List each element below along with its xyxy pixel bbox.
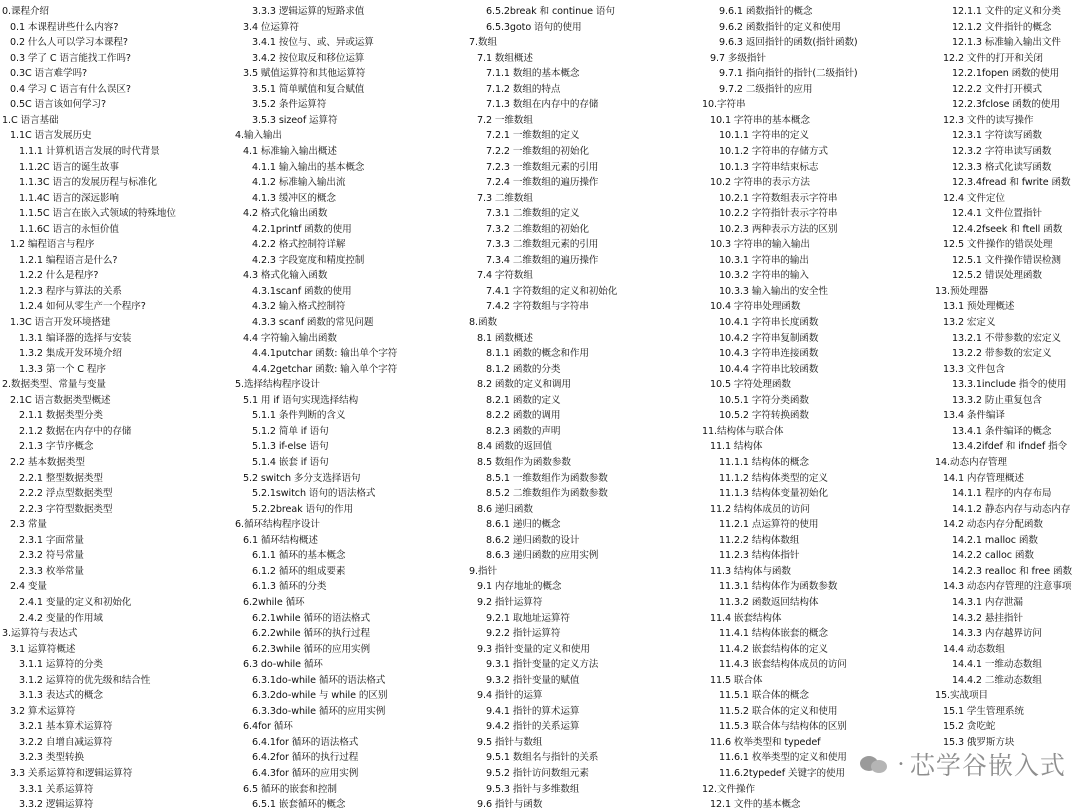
toc-subsection: 14.2.1 malloc 函数 [952, 534, 1038, 546]
toc-subsection: 5.2.2break 语句的作用 [252, 503, 353, 515]
toc-subsection: 12.5.2 错误处理函数 [952, 270, 1042, 282]
toc-subsection: 4.1.1 输入输出的基本概念 [252, 161, 365, 173]
toc-subsection: 10.3.1 字符串的输出 [719, 254, 809, 266]
toc-subsection: 5.1.1 条件判断的含义 [252, 410, 346, 422]
toc-section: 0.1 本课程讲些什么内容? [10, 21, 119, 33]
toc-section: 10.1 字符串的基本概念 [710, 114, 810, 126]
toc-subsection: 5.1.2 简单 if 语句 [252, 425, 329, 437]
toc-chapter: 7.数组 [469, 37, 497, 49]
toc-subsection: 9.3.2 指针变量的赋值 [486, 674, 580, 686]
toc-section: 12.3 文件的读写操作 [943, 114, 1034, 126]
toc-subsection: 12.1.3 标准输入输出文件 [952, 37, 1061, 49]
toc-column-3 [467, 0, 707, 811]
toc-section: 0.3C 语言难学吗? [10, 68, 87, 80]
toc-subsection: 6.1.2 循环的组成要素 [252, 565, 346, 577]
toc-subsection: 2.3.1 字面常量 [19, 534, 84, 546]
toc-subsection: 4.2.3 字段宽度和精度控制 [252, 254, 365, 266]
toc-section: 4.1 标准输入输出概述 [243, 146, 337, 157]
toc-chapter: 12.文件操作 [702, 783, 755, 795]
toc-subsection: 10.4.4 字符串比较函数 [719, 363, 819, 375]
toc-subsection: 6.5.3goto 语句的使用 [486, 21, 582, 33]
toc-section: 4.4 字符输入输出函数 [243, 332, 337, 344]
toc-subsection: 11.4.3 嵌套结构体成员的访问 [719, 659, 847, 671]
toc-chapter: 1.C 语言基础 [2, 114, 59, 126]
toc-subsection: 3.1.1 运算符的分类 [19, 659, 103, 671]
toc-section: 12.5 文件操作的错误处理 [943, 239, 1053, 251]
toc-subsection: 5.1.3 if-else 语句 [252, 441, 329, 453]
toc-subsection: 10.2.3 两种表示方法的区别 [719, 223, 838, 235]
toc-subsection: 9.3.1 指针变量的定义方法 [486, 659, 599, 671]
toc-subsection: 10.4.2 字符串复制函数 [719, 332, 819, 344]
toc-subsection: 1.3.2 集成开发环境介绍 [19, 348, 122, 360]
toc-section: 11.6 枚举类型和 typedef [710, 736, 821, 748]
toc-subsection: 9.7.2 二级指针的应用 [719, 83, 813, 95]
toc-subsection: 11.1.3 结构体变量初始化 [719, 488, 828, 500]
toc-subsection: 11.5.3 联合体与结构体的区别 [719, 721, 847, 733]
toc-subsection: 6.3.3do-while 循环的应用实例 [252, 705, 386, 717]
toc-subsection: 1.3.3 第一个 C 程序 [19, 363, 106, 375]
toc-subsection: 11.3.1 结构体作为函数参数 [719, 581, 838, 593]
toc-subsection: 10.3.3 输入输出的安全性 [719, 285, 828, 297]
toc-subsection: 9.4.2 指针的关系运算 [486, 721, 580, 733]
toc-subsection: 6.4.2for 循环的执行过程 [252, 752, 359, 764]
toc-subsection: 7.3.2 二维数组的初始化 [486, 223, 589, 235]
toc-chapter: 8.函数 [469, 317, 497, 328]
toc-subsection: 3.2.1 基本算术运算符 [19, 721, 113, 733]
toc-subsection: 10.1.3 字符串结束标志 [719, 161, 819, 173]
toc-subsection: 6.2.1while 循环的语法格式 [252, 612, 370, 624]
toc-subsection: 12.4.1 文件位置指针 [952, 208, 1042, 220]
toc-subsection: 11.6.1 枚举类型的定义和使用 [719, 752, 847, 764]
toc-subsection: 12.2.1fopen 函数的使用 [952, 68, 1060, 80]
toc-subsection: 7.1.1 数组的基本概念 [486, 68, 580, 80]
toc-subsection: 3.1.2 运算符的优先级和结合性 [19, 674, 151, 686]
toc-subsection: 6.2.2while 循环的执行过程 [252, 628, 370, 639]
toc-section: 9.6 指针与函数 [477, 799, 543, 811]
toc-subsection: 9.6.2 函数指针的定义和使用 [719, 21, 841, 33]
toc-subsection: 9.4.1 指针的算术运算 [486, 705, 580, 717]
toc-subsection: 14.1.2 静态内存与动态内存 [952, 503, 1071, 515]
toc-subsection: 2.3.3 枚举常量 [19, 565, 84, 577]
toc-subsection: 8.6.3 递归函数的应用实例 [486, 550, 599, 562]
toc-chapter: 9.指针 [469, 565, 497, 577]
toc-section: 14.1 内存管理概述 [943, 472, 1024, 484]
toc-subsection: 9.6.1 函数指针的概念 [719, 6, 813, 17]
toc-subsection: 7.2.2 一维数组的初始化 [486, 146, 589, 157]
toc-subsection: 7.4.1 字符数组的定义和初始化 [486, 285, 618, 297]
toc-subsection: 1.3.1 编译器的选择与安装 [19, 332, 132, 344]
toc-subsection: 9.5.3 指针与多维数组 [486, 783, 580, 795]
toc-section: 11.2 结构体成员的访问 [710, 503, 810, 515]
toc-subsection: 2.3.2 符号常量 [19, 550, 84, 562]
toc-subsection: 1.1.6C 语言的永恒价值 [19, 223, 119, 235]
toc-subsection: 6.5.2break 和 continue 语句 [486, 6, 615, 17]
toc-subsection: 6.1.1 循环的基本概念 [252, 550, 346, 562]
toc-subsection: 10.4.3 字符串连接函数 [719, 348, 819, 360]
toc-section: 11.1 结构体 [710, 441, 763, 453]
toc-subsection: 13.4.1 条件编译的概念 [952, 425, 1052, 437]
toc-subsection: 6.1.3 循环的分类 [252, 581, 327, 593]
toc-subsection: 11.3.2 函数返回结构体 [719, 596, 819, 608]
toc-subsection: 6.3.1do-while 循环的语法格式 [252, 674, 386, 686]
toc-section: 2.2 基本数据类型 [10, 457, 85, 468]
toc-subsection: 9.5.1 数组名与指针的关系 [486, 752, 599, 764]
toc-subsection: 10.1.1 字符串的定义 [719, 130, 809, 142]
toc-subsection: 6.5.1 嵌套循环的概念 [252, 799, 346, 811]
toc-section: 9.7 多级指针 [710, 52, 766, 64]
toc-subsection: 4.2.1printf 函数的使用 [252, 223, 352, 235]
toc-subsection: 8.6.1 递归的概念 [486, 519, 561, 531]
toc-subsection: 3.5.2 条件运算符 [252, 99, 327, 111]
toc-chapter: 15.实战项目 [935, 690, 988, 702]
toc-subsection: 12.4.2fseek 和 ftell 函数 [952, 223, 1063, 235]
toc-section: 8.6 递归函数 [477, 503, 533, 515]
toc-column-1 [0, 0, 240, 811]
toc-section: 7.3 二维数组 [477, 192, 533, 204]
toc-subsection: 11.4.1 结构体嵌套的概念 [719, 628, 828, 639]
toc-subsection: 4.4.1putchar 函数: 输出单个字符 [252, 348, 398, 360]
toc-subsection: 12.2.2 文件打开模式 [952, 83, 1042, 95]
toc-subsection: 10.3.2 字符串的输入 [719, 270, 809, 282]
toc-section: 11.5 联合体 [710, 674, 763, 686]
watermark-text: 芯学谷嵌入式 [909, 751, 1066, 780]
toc-subsection: 3.5.3 sizeof 运算符 [252, 114, 338, 126]
toc-subsection: 3.5.1 简单赋值和复合赋值 [252, 83, 365, 95]
toc-section: 10.5 字符处理函数 [710, 379, 791, 391]
toc-section: 9.3 指针变量的定义和使用 [477, 643, 590, 655]
toc-subsection: 11.5.1 联合体的概念 [719, 690, 809, 702]
toc-subsection: 10.5.1 字符分类函数 [719, 394, 809, 406]
toc-section: 8.1 函数概述 [477, 332, 533, 344]
toc-section: 9.4 指针的运算 [477, 690, 543, 702]
toc-chapter: 6.循环结构程序设计 [235, 519, 320, 531]
toc-subsection: 3.3.3 逻辑运算的短路求值 [252, 6, 365, 17]
toc-subsection: 7.2.3 一维数组元素的引用 [486, 161, 599, 173]
toc-subsection: 13.3.2 防止重复包含 [952, 394, 1042, 406]
toc-section: 9.5 指针与数组 [477, 736, 543, 748]
toc-section: 8.4 函数的返回值 [477, 441, 552, 453]
toc-subsection: 4.1.3 缓冲区的概念 [252, 192, 336, 204]
toc-section: 10.3 字符串的输入输出 [710, 239, 810, 251]
toc-section: 4.2 格式化输出函数 [243, 208, 328, 220]
toc-subsection: 4.2.2 格式控制符详解 [252, 239, 346, 251]
toc-chapter: 11.结构体与联合体 [702, 425, 784, 437]
toc-subsection: 11.2.3 结构体指针 [719, 550, 800, 562]
toc-subsection: 13.3.1include 指令的使用 [952, 379, 1067, 391]
toc-subsection: 10.1.2 字符串的存储方式 [719, 146, 828, 157]
toc-section: 9.2 指针运算符 [477, 596, 543, 608]
toc-column-4 [700, 0, 940, 811]
toc-section: 13.1 预处理概述 [943, 301, 1015, 313]
toc-section: 12.2 文件的打开和关闭 [943, 52, 1043, 64]
toc-section: 5.1 用 if 语句实现选择结构 [243, 394, 359, 406]
toc-subsection: 7.1.2 数组的特点 [486, 83, 561, 95]
toc-section: 13.3 文件包含 [943, 363, 1005, 375]
toc-section: 7.2 一维数组 [477, 114, 533, 126]
toc-subsection: 7.3.3 二维数组元素的引用 [486, 239, 599, 251]
toc-subsection: 2.4.1 变量的定义和初始化 [19, 596, 132, 608]
toc-section: 6.1 循环结构概述 [243, 534, 318, 546]
toc-subsection: 4.3.1scanf 函数的使用 [252, 285, 352, 297]
toc-subsection: 10.5.2 字符转换函数 [719, 410, 809, 422]
toc-subsection: 11.5.2 联合体的定义和使用 [719, 705, 838, 717]
toc-subsection: 1.1.1 计算机语言发展的时代背景 [19, 146, 160, 157]
toc-subsection: 14.1.1 程序的内存布局 [952, 488, 1052, 500]
toc-subsection: 6.2.3while 循环的应用实例 [252, 643, 370, 655]
toc-chapter: 10.字符串 [702, 99, 746, 111]
toc-subsection: 14.4.2 二维动态数组 [952, 674, 1042, 686]
toc-subsection: 2.2.1 整型数据类型 [19, 472, 103, 484]
toc-subsection: 5.2.1switch 语句的语法格式 [252, 488, 376, 500]
toc-section: 3.4 位运算符 [243, 21, 299, 33]
toc-subsection: 1.1.5C 语言在嵌入式领域的特殊地位 [19, 208, 176, 220]
toc-subsection: 11.6.2typedef 关键字的使用 [719, 768, 845, 779]
toc-subsection: 8.2.2 函数的调用 [486, 410, 561, 422]
toc-column-2 [233, 0, 473, 811]
toc-subsection: 13.4.2ifdef 和 ifndef 指令 [952, 441, 1068, 453]
toc-section: 6.5 循环的嵌套和控制 [243, 783, 337, 795]
toc-section: 12.1 文件的基本概念 [710, 799, 801, 811]
toc-section: 0.5C 语言该如何学习? [10, 99, 106, 111]
toc-section: 14.3 动态内存管理的注意事项 [943, 581, 1072, 593]
toc-subsection: 3.1.3 表达式的概念 [19, 690, 103, 702]
toc-section: 14.2 动态内存分配函数 [943, 519, 1043, 531]
toc-subsection: 7.2.1 一维数组的定义 [486, 130, 580, 142]
toc-subsection: 12.3.1 字符读写函数 [952, 130, 1042, 142]
toc-subsection: 1.2.2 什么是程序? [19, 270, 99, 282]
toc-subsection: 8.5.2 二维数组作为函数参数 [486, 488, 608, 500]
toc-subsection: 1.1.2C 语言的诞生故事 [19, 161, 119, 173]
toc-section: 15.1 学生管理系统 [943, 705, 1024, 717]
toc-section: 1.3C 语言开发环境搭建 [10, 317, 111, 328]
toc-subsection: 3.4.1 按位与、或、异或运算 [252, 37, 374, 49]
toc-subsection: 7.3.1 二维数组的定义 [486, 208, 580, 220]
toc-section: 13.2 宏定义 [943, 317, 996, 328]
toc-subsection: 13.2.2 带参数的宏定义 [952, 348, 1052, 360]
toc-section: 6.4for 循环 [243, 721, 293, 733]
toc-section: 2.1C 语言数据类型概述 [10, 394, 111, 406]
toc-subsection: 12.3.4fread 和 fwrite 函数 [952, 177, 1071, 189]
toc-section: 6.3 do-while 循环 [243, 659, 323, 671]
toc-subsection: 8.2.3 函数的声明 [486, 425, 561, 437]
toc-subsection: 1.1.3C 语言的发展历程与标准化 [19, 177, 157, 189]
toc-section: 3.2 算术运算符 [10, 705, 76, 717]
toc-subsection: 7.3.4 二维数组的遍历操作 [486, 254, 599, 266]
toc-subsection: 1.2.3 程序与算法的关系 [19, 285, 122, 297]
toc-section: 15.3 俄罗斯方块 [943, 736, 1015, 748]
toc-subsection: 4.3.2 输入格式控制符 [252, 301, 346, 313]
toc-subsection: 2.1.2 数据在内存中的存储 [19, 425, 132, 437]
toc-section: 13.4 条件编译 [943, 410, 1005, 422]
toc-subsection: 8.6.2 递归函数的设计 [486, 534, 580, 546]
toc-subsection: 8.5.1 一维数组作为函数参数 [486, 472, 608, 484]
toc-subsection: 11.2.2 结构体数组 [719, 534, 800, 546]
toc-subsection: 7.2.4 一维数组的遍历操作 [486, 177, 599, 189]
toc-subsection: 3.3.1 关系运算符 [19, 783, 94, 795]
toc-chapter: 4.输入输出 [235, 130, 282, 142]
toc-subsection: 8.1.1 函数的概念和作用 [486, 348, 589, 360]
toc-section: 7.4 字符数组 [477, 270, 533, 282]
toc-section: 1.1C 语言发展历史 [10, 130, 92, 142]
toc-section: 10.4 字符串处理函数 [710, 301, 801, 313]
toc-subsection: 14.2.2 calloc 函数 [952, 550, 1034, 562]
toc-section: 0.2 什么人可以学习本课程? [10, 37, 128, 49]
toc-subsection: 4.3.3 scanf 函数的常见问题 [252, 317, 374, 328]
toc-subsection: 2.1.1 数据类型分类 [19, 410, 103, 422]
toc-chapter: 14.动态内存管理 [935, 457, 1007, 468]
toc-section: 3.5 赋值运算符和其他运算符 [243, 68, 366, 80]
toc-section: 8.2 函数的定义和调用 [477, 379, 571, 391]
toc-subsection: 14.3.1 内存泄漏 [952, 596, 1023, 608]
toc-subsection: 3.2.3 类型转换 [19, 752, 84, 764]
toc-subsection: 1.1.4C 语言的深远影响 [19, 192, 119, 204]
toc-subsection: 9.5.2 指针访问数组元素 [486, 768, 589, 779]
toc-subsection: 12.3.3 格式化读写函数 [952, 161, 1052, 173]
toc-subsection: 7.1.3 数组在内存中的存储 [486, 99, 599, 111]
toc-subsection: 12.5.1 文件操作错误检测 [952, 254, 1061, 266]
toc-chapter: 13.预处理器 [935, 285, 988, 297]
toc-section: 8.5 数组作为函数参数 [477, 457, 571, 468]
toc-chapter: 0.课程介绍 [2, 6, 49, 17]
toc-section: 6.2while 循环 [243, 596, 305, 608]
toc-section: 0.3 学了 C 语言能找工作吗? [10, 52, 131, 64]
toc-subsection: 10.2.2 字符指针表示字符串 [719, 208, 838, 220]
toc-section: 5.2 switch 多分支选择语句 [243, 472, 361, 484]
toc-section: 9.1 内存地址的概念 [477, 581, 562, 593]
toc-subsection: 6.4.1for 循环的语法格式 [252, 736, 359, 748]
toc-section: 7.1 数组概述 [477, 52, 533, 64]
toc-subsection: 3.3.2 逻辑运算符 [19, 799, 94, 811]
toc-section: 4.3 格式化输入函数 [243, 270, 328, 282]
toc-subsection: 1.2.1 编程语言是什么? [19, 254, 118, 266]
toc-subsection: 12.1.1 文件的定义和分类 [952, 6, 1061, 17]
toc-subsection: 8.1.2 函数的分类 [486, 363, 561, 375]
toc-subsection: 1.2.4 如何从零生产一个程序? [19, 301, 146, 313]
toc-subsection: 3.2.2 自增自减运算符 [19, 736, 113, 748]
toc-subsection: 13.2.1 不带参数的宏定义 [952, 332, 1061, 344]
toc-subsection: 14.2.3 realloc 和 free 函数 [952, 565, 1072, 577]
toc-chapter: 3.运算符与表达式 [2, 628, 78, 639]
toc-subsection: 2.1.3 字节序概念 [19, 441, 94, 453]
toc-subsection: 3.4.2 按位取反和移位运算 [252, 52, 365, 64]
toc-section: 2.3 常量 [10, 519, 47, 531]
toc-section: 1.2 编程语言与程序 [10, 239, 95, 251]
toc-subsection: 11.1.1 结构体的概念 [719, 457, 809, 468]
toc-section: 14.4 动态数组 [943, 643, 1005, 655]
toc-subsection: 6.4.3for 循环的应用实例 [252, 768, 359, 779]
watermark-dot: • [898, 758, 904, 770]
toc-subsection: 10.4.1 字符串长度函数 [719, 317, 819, 328]
toc-subsection: 9.6.3 返回指针的函数(指针函数) [719, 37, 858, 49]
toc-section: 3.1 运算符概述 [10, 643, 76, 655]
toc-subsection: 12.1.2 文件指针的概念 [952, 21, 1052, 33]
toc-subsection: 2.2.3 字符型数据类型 [19, 503, 113, 515]
toc-column-5 [933, 0, 1080, 807]
toc-subsection: 12.2.3fclose 函数的使用 [952, 99, 1060, 111]
toc-subsection: 5.1.4 嵌套 if 语句 [252, 457, 329, 468]
toc-subsection: 10.2.1 字符数组表示字符串 [719, 192, 838, 204]
toc-subsection: 7.4.2 字符数组与字符串 [486, 301, 589, 313]
toc-subsection: 14.3.3 内存越界访问 [952, 628, 1042, 639]
toc-subsection: 9.2.2 指针运算符 [486, 628, 561, 639]
toc-section: 11.4 嵌套结构体 [710, 612, 782, 624]
toc-section: 3.3 关系运算符和逻辑运算符 [10, 768, 133, 779]
toc-section: 2.4 变量 [10, 581, 47, 593]
toc-section: 15.2 贪吃蛇 [943, 721, 996, 733]
toc-chapter: 5.选择结构程序设计 [235, 379, 320, 391]
toc-subsection: 9.2.1 取地址运算符 [486, 612, 570, 624]
toc-subsection: 14.4.1 一维动态数组 [952, 659, 1042, 671]
toc-subsection: 9.7.1 指向指针的指针(二级指针) [719, 68, 858, 80]
toc-chapter: 2.数据类型、常量与变量 [2, 379, 106, 391]
toc-subsection: 4.4.2getchar 函数: 输入单个字符 [252, 363, 398, 375]
toc-subsection: 11.4.2 嵌套结构体的定义 [719, 643, 828, 655]
toc-subsection: 2.4.2 变量的作用域 [19, 612, 103, 624]
toc-section: 0.4 学习 C 语言有什么误区? [10, 83, 131, 95]
toc-subsection: 4.1.2 标准输入输出流 [252, 177, 346, 189]
toc-subsection: 11.2.1 点运算符的使用 [719, 519, 819, 531]
toc-subsection: 12.3.2 字符串读写函数 [952, 146, 1052, 157]
toc-subsection: 6.3.2do-while 与 while 的区别 [252, 690, 388, 702]
toc-subsection: 14.3.2 悬挂指针 [952, 612, 1023, 624]
toc-subsection: 11.1.2 结构体类型的定义 [719, 472, 828, 484]
toc-section: 12.4 文件定位 [943, 192, 1005, 204]
toc-subsection: 2.2.2 浮点型数据类型 [19, 488, 113, 500]
toc-subsection: 8.2.1 函数的定义 [486, 394, 561, 406]
toc-section: 11.3 结构体与函数 [710, 565, 791, 577]
toc-section: 10.2 字符串的表示方法 [710, 177, 810, 189]
